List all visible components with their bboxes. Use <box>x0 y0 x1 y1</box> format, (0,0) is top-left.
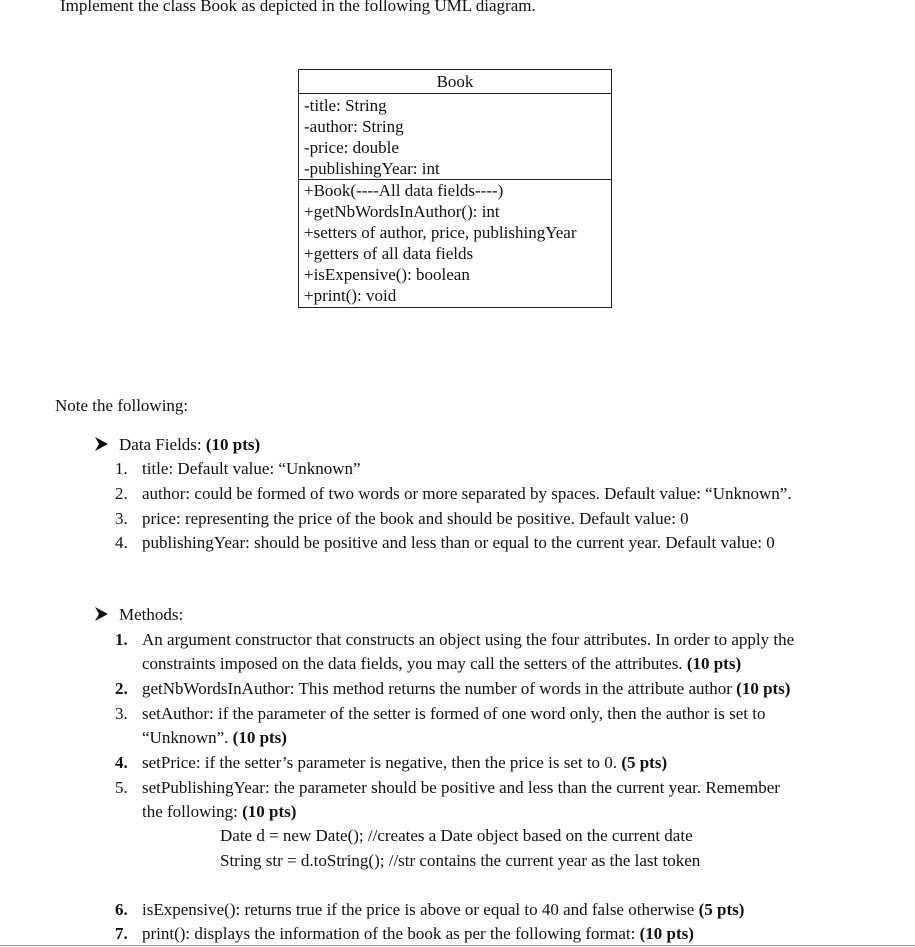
uml-class-diagram <box>298 69 612 308</box>
uml-method: +isExpensive(): boolean <box>304 265 470 284</box>
instruction-text: Implement the class Book as depicted in the following UML diagram. <box>60 0 536 15</box>
uml-method: +setters of author, price, publishingYear <box>304 223 577 242</box>
arrow-bullet-icon <box>95 435 115 455</box>
list-item: 5. setPublishingYear: the parameter should be positive and less than the current year. Remember <box>115 778 780 797</box>
uml-method: +Book(----All data fields----) <box>304 181 504 200</box>
uml-methods <box>299 180 611 307</box>
uml-class-name: Book <box>299 70 611 94</box>
list-item: 6. isExpensive(): returns true if the price is above or equal to 40 and false otherwise (5 pts) <box>115 900 745 919</box>
code-line: Date d = new Date(); //creates a Date object based on the current date <box>220 826 693 845</box>
uml-attribute: -publishingYear: int <box>304 159 440 178</box>
list-item: 2. getNbWordsInAuthor: This method returns the number of words in the attribute author (10 pts) <box>115 679 791 698</box>
list-item: 2. author: could be formed of two words or more separated by spaces. Default value: “Unknown”. <box>115 484 792 503</box>
arrow-bullet-icon <box>95 605 115 625</box>
uml-method: +getNbWordsInAuthor(): int <box>304 202 500 221</box>
list-item: 7. print(): displays the information of the book as per the following format: (10 pts) <box>115 924 694 943</box>
uml-method: +getters of all data fields <box>304 244 474 263</box>
note-heading: Note the following: <box>55 396 189 415</box>
list-item: 4. setPrice: if the setter’s parameter is negative, then the price is set to 0. (5 pts) <box>115 753 668 772</box>
list-item-continuation: constraints imposed on the data fields, you may call the setters of the attributes. (10 pts) <box>142 654 742 673</box>
uml-attribute: -author: String <box>304 117 404 136</box>
code-line: String str = d.toString(); //str contains the current year as the last token <box>220 851 701 870</box>
list-item: 3. setAuthor: if the parameter of the setter is formed of one word only, then the author is set to <box>115 704 766 723</box>
uml-attributes <box>299 94 611 180</box>
uml-method: +print(): void <box>304 286 397 305</box>
list-item: 1. title: Default value: “Unknown” <box>115 459 361 478</box>
data-fields-heading: Data Fields: (10 pts) <box>95 435 260 455</box>
list-item: 4. publishingYear: should be positive and less than or equal to the current year. Default value: 0 <box>115 533 775 552</box>
list-item-continuation: “Unknown”. (10 pts) <box>142 728 287 747</box>
list-item-continuation: the following: (10 pts) <box>142 802 297 821</box>
page-bottom-divider <box>0 945 915 946</box>
list-item: 3. price: representing the price of the book and should be positive. Default value: 0 <box>115 509 689 528</box>
methods-heading: Methods: <box>95 605 183 625</box>
uml-attribute: -title: String <box>304 96 387 115</box>
list-item: 1. An argument constructor that constructs an object using the four attributes. In order to apply the <box>115 630 795 649</box>
uml-attribute: -price: double <box>304 138 399 157</box>
